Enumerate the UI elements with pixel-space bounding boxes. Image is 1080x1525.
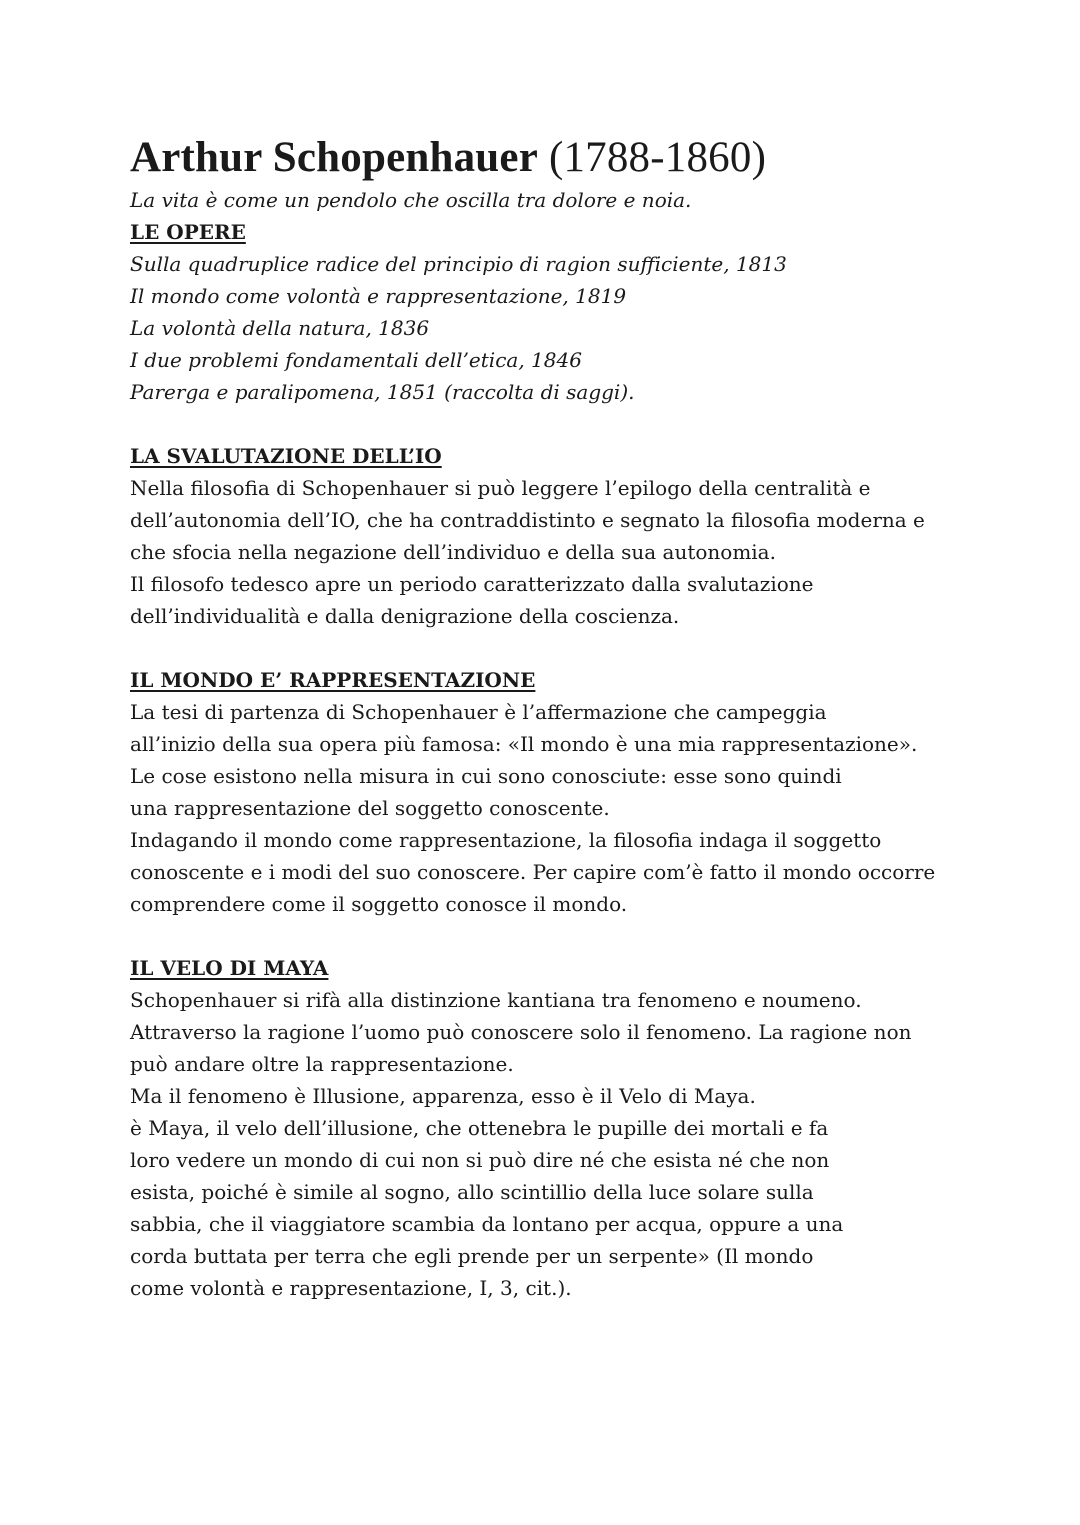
section-mondo-rappresentazione xyxy=(130,664,990,920)
works-list xyxy=(130,248,990,408)
section-heading: IL MONDO E’ RAPPRESENTAZIONE xyxy=(130,668,536,692)
paragraph-line: Le cose esistono nella misura in cui sono conosciute: esse sono quindi xyxy=(130,764,842,788)
paragraph-line: come volontà e rappresentazione, I, 3, cit.). xyxy=(130,1276,572,1300)
section-heading: IL VELO DI MAYA xyxy=(130,956,329,980)
paragraph-line: dell’autonomia dell’IO, che ha contraddistinto e segnato la filosofia moderna e xyxy=(130,508,925,532)
paragraph-line: è Maya, il velo dell’illusione, che ottenebra le pupille dei mortali e fa xyxy=(130,1116,829,1140)
work-item: Sulla quadruplice radice del principio di ragion sufficiente, 1813 xyxy=(130,252,787,276)
section-svalutazione-io xyxy=(130,440,990,632)
paragraph-line: che sfocia nella negazione dell’individuo e della sua autonomia. xyxy=(130,540,776,564)
paragraph-line: Schopenhauer si rifà alla distinzione kantiana tra fenomeno e noumeno. xyxy=(130,988,862,1012)
paragraph-line: corda buttata per terra che egli prende per un serpente» (Il mondo xyxy=(130,1244,814,1268)
paragraph-line: Nella filosofia di Schopenhauer si può leggere l’epilogo della centralità e xyxy=(130,476,871,500)
paragraph-line: una rappresentazione del soggetto conoscente. xyxy=(130,796,610,820)
paragraph-line: esista, poiché è simile al sogno, allo scintillio della luce solare sulla xyxy=(130,1180,814,1204)
paragraph-line: conoscente e i modi del suo conoscere. Per capire com’è fatto il mondo occorre xyxy=(130,860,936,884)
paragraph-line: Il filosofo tedesco apre un periodo caratterizzato dalla svalutazione xyxy=(130,572,814,596)
paragraph-line: all’inizio della sua opera più famosa: «Il mondo è una mia rappresentazione». xyxy=(130,732,918,756)
paragraph-line: La tesi di partenza di Schopenhauer è l’affermazione che campeggia xyxy=(130,700,827,724)
paragraph-line: Indagando il mondo come rappresentazione, la filosofia indaga il soggetto xyxy=(130,828,882,852)
work-item: La volontà della natura, 1836 xyxy=(130,316,430,340)
works-heading: LE OPERE xyxy=(130,220,246,244)
title-dates: (1788-1860) xyxy=(548,134,767,181)
section-heading: LA SVALUTAZIONE DELL’IO xyxy=(130,444,442,468)
work-item: Parerga e paralipomena, 1851 (raccolta di saggi). xyxy=(130,380,635,404)
paragraph-line: dell’individualità e dalla denigrazione della coscienza. xyxy=(130,604,680,628)
document-page xyxy=(130,132,990,1304)
work-item: I due problemi fondamentali dell’etica, 1846 xyxy=(130,348,582,372)
paragraph-line: Ma il fenomeno è Illusione, apparenza, esso è il Velo di Maya. xyxy=(130,1084,756,1108)
page-title xyxy=(130,132,990,184)
paragraph-line: può andare oltre la rappresentazione. xyxy=(130,1052,514,1076)
paragraph-line: Attraverso la ragione l’uomo può conoscere solo il fenomeno. La ragione non xyxy=(130,1020,912,1044)
paragraph-line: sabbia, che il viaggiatore scambia da lontano per acqua, oppure a una xyxy=(130,1212,844,1236)
paragraph-line: comprendere come il soggetto conosce il mondo. xyxy=(130,892,628,916)
title-name: Arthur Schopenhauer xyxy=(130,134,538,181)
paragraph-line: loro vedere un mondo di cui non si può dire né che esista né che non xyxy=(130,1148,830,1172)
section-velo-di-maya xyxy=(130,952,990,1304)
epigraph-quote: La vita è come un pendolo che oscilla tra dolore e noia. xyxy=(130,188,692,212)
work-item: Il mondo come volontà e rappresentazione, 1819 xyxy=(130,284,627,308)
